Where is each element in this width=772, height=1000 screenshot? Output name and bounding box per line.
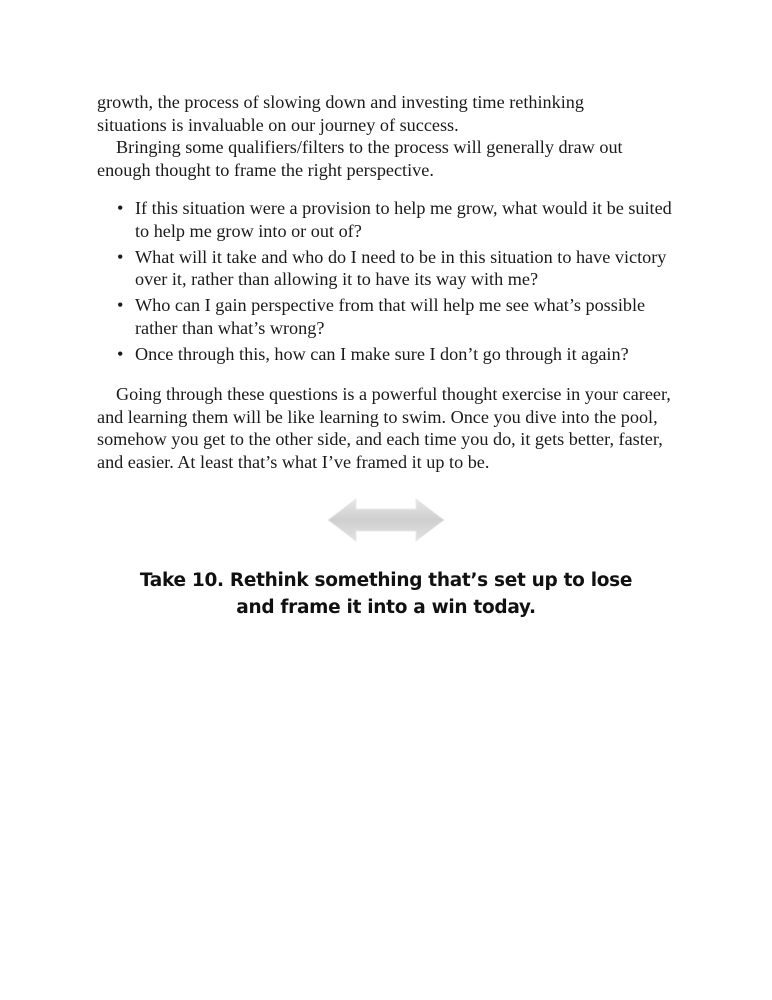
double-arrow-icon	[326, 496, 446, 544]
takeaway-line-1: Take 10. Rethink something that’s set up to lose	[139, 570, 633, 591]
intro-paragraph-continued	[97, 91, 677, 136]
closing-block	[97, 383, 677, 473]
intro-line-2: situations is invaluable on our journey of success.	[97, 114, 459, 135]
intro-paragraph-2: Bringing some qualifiers/filters to the process will generally draw out enough thought to frame the right perspective.	[97, 137, 623, 180]
list-item-text: What will it take and who do I need to be in this situation to have victory over it, rather than allowing it to have its way with me?	[135, 246, 667, 289]
list-item	[116, 246, 676, 291]
takeaway-line-2: and frame it into a win today.	[236, 597, 536, 618]
intro-line-1: growth, the process of slowing down and investing time rethinking	[97, 92, 584, 112]
list-item	[116, 294, 676, 339]
list-item-text: Once through this, how can I make sure I don’t go through it again?	[135, 343, 629, 364]
list-item-text: If this situation were a provision to help me grow, what would it be suited to help me grow into or out of?	[135, 198, 672, 241]
bullet-icon: •	[117, 246, 124, 267]
list-item-text: Who can I gain perspective from that will help me see what’s possible rather than what’s wrong?	[135, 295, 646, 338]
list-item	[116, 343, 676, 366]
closing-paragraph: Going through these questions is a powerful thought exercise in your career, and learning them will be like learning to swim. Once you dive into the pool, somehow you get to the other side, and each time you do, it gets better, faster, and easier. At least that’s what I’ve framed it up to be.	[97, 384, 671, 472]
takeaway-callout	[86, 567, 686, 621]
bullet-icon: •	[117, 295, 124, 315]
question-list	[116, 197, 676, 369]
intro-block	[97, 91, 677, 181]
list-item	[116, 197, 676, 242]
bullet-icon: •	[117, 198, 124, 218]
bullet-icon: •	[117, 343, 124, 364]
